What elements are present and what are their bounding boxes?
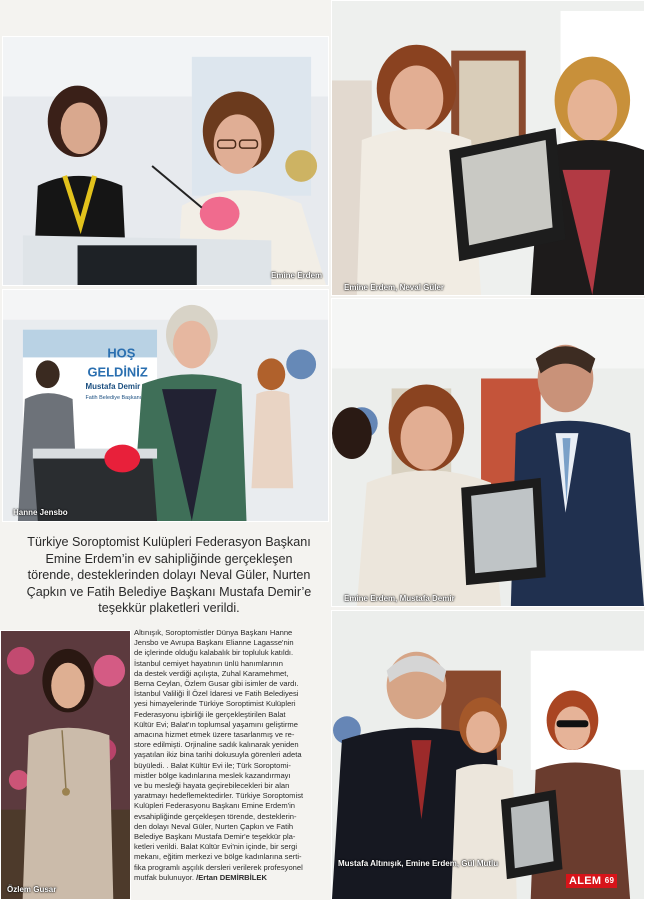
headline-line: Türkiye Soroptomist Kulüpleri Federasyon Başkanı <box>27 535 311 549</box>
headline-line: Emine Erdem’in ev sahipliğinde gerçekleşen <box>45 551 293 566</box>
article-line: yaşatılan ikiz bina tarihi dokusuyla görenleri adeta <box>134 750 302 760</box>
photo-emine-erdem-neval-guler <box>331 0 645 296</box>
article-line: Altınışık, Soroptomistler Dünya Başkanı Hanne <box>134 628 293 637</box>
page-number: 69 <box>604 876 615 885</box>
article-line: Jensbo ve Avrupa Başkanı Elianne Lagasse'nin <box>134 638 294 648</box>
headline-line: teşekkür plaketleri verildi. <box>98 601 240 616</box>
banner-line4: Fatih Belediye Başkanı <box>85 395 142 402</box>
article-line: Kültür Evi; Balat'ın toplumsal yaşamını geliştirme <box>134 719 298 729</box>
caption-emine-erdem-mustafa-demir: Emine Erdem, Mustafa Demir <box>344 594 455 603</box>
headline <box>6 534 332 617</box>
article-line: yaratmayı hedeflemektedirler. Türkiye Soroptomist <box>134 791 304 801</box>
article-line: Berna Ceylan, Özlem Gusar gibi isimler de vardı. <box>134 679 299 689</box>
caption-mustafa-altinisik-emine-erdem-gul-mutlu: Mustafa Altınışık, Emine Erdem, Gül Mutlu <box>338 859 499 868</box>
article-line: store edilmişti. Orjinaline sadık kalınarak yeniden <box>134 740 299 750</box>
article-line: evsahipliğinde gerçekleşen törende, desteklerin- <box>134 811 297 821</box>
magazine-brand-badge <box>566 874 617 888</box>
photo-emine-erdem-mustafa-demir <box>331 298 645 607</box>
caption-emine-erdem-neval-guler: Emine Erdem, Neval Güler <box>344 283 445 292</box>
caption-hanne-jensbo: Hanne Jensbo <box>13 508 68 517</box>
photo-emine-erdem-speech <box>2 36 329 286</box>
article-line: Belediye Başkanı Mustafa Demir'e teşekkür pla- <box>134 832 296 842</box>
headline-line: törende, desteklerinden dolayı Neval Güler, Nurten <box>27 568 311 583</box>
article-line: mekanı, eğitim merkezi ve bölge kadınlarına serti- <box>134 852 302 862</box>
brand-name: ALEM <box>569 875 602 887</box>
article-line-last <box>134 873 330 883</box>
article-line: İstanbul cemiyet hayatının ünlü hanımlarının <box>134 658 284 668</box>
article-line: mistler bölge kadınlarına meslek kazandırmayı <box>134 770 291 780</box>
banner-line3: Mustafa Demir <box>85 382 141 392</box>
photo-ozlem-gusar <box>0 630 131 900</box>
article-line: ve bu mesleği hayata geçirebilecekleri bir alan <box>134 781 290 791</box>
article-body <box>134 628 330 883</box>
caption-ozlem-gusar: Özlem Gusar <box>7 885 57 894</box>
caption-emine-erdem: Emine Erdem <box>271 271 323 280</box>
author-credit: /Ertan DEMİRBİLEK <box>196 872 267 882</box>
article-line: fika programlı aşçılık dersleri verilerek profesyonel <box>134 862 303 872</box>
photo-mustafa-altinisik-emine-erdem-gul-mutlu <box>331 610 645 900</box>
article-line: Federasyonu işbirliği ile gerçekleştirilen Balat <box>134 709 286 719</box>
article-line: büyüledi. . Balat Kültür Evi ile; Türk Soroptomi- <box>134 760 291 770</box>
article-line: de içlerinde olduğu kalabalık bir topluluk katıldı. <box>134 648 294 658</box>
banner-line2: GELDİNİZ <box>87 364 148 380</box>
banner-line1: HOŞ <box>107 345 136 361</box>
article-line: İstanbul Valiliği İl Özel İdaresi ve Fatih Belediyesi <box>134 689 299 699</box>
article-line: yesi himayelerinde Türkiye Soroptimist Kulüpleri <box>134 699 296 709</box>
article-line: amacına hizmet etmek üzere tasarlanmış ve re- <box>134 730 295 740</box>
headline-line: Çapkın ve Fatih Belediye Başkanı Mustafa Demir’e <box>26 584 312 599</box>
photo-hanne-jensbo <box>2 289 329 522</box>
article-line: da destek verdiği açılışta, Zuhal Karamehmet, <box>134 668 289 678</box>
article-line: mutfak bulunuyor. <box>134 872 194 882</box>
article-line: den dolayı Neval Güler, Nurten Çapkın ve Fatih <box>134 821 294 831</box>
article-line: ketleri verildi. Balat Kültür Evi'nin içinde, bir sergi <box>134 842 298 852</box>
article-line: Kulüpleri Federasyonu Başkanı Emine Erdem'in <box>134 801 296 811</box>
